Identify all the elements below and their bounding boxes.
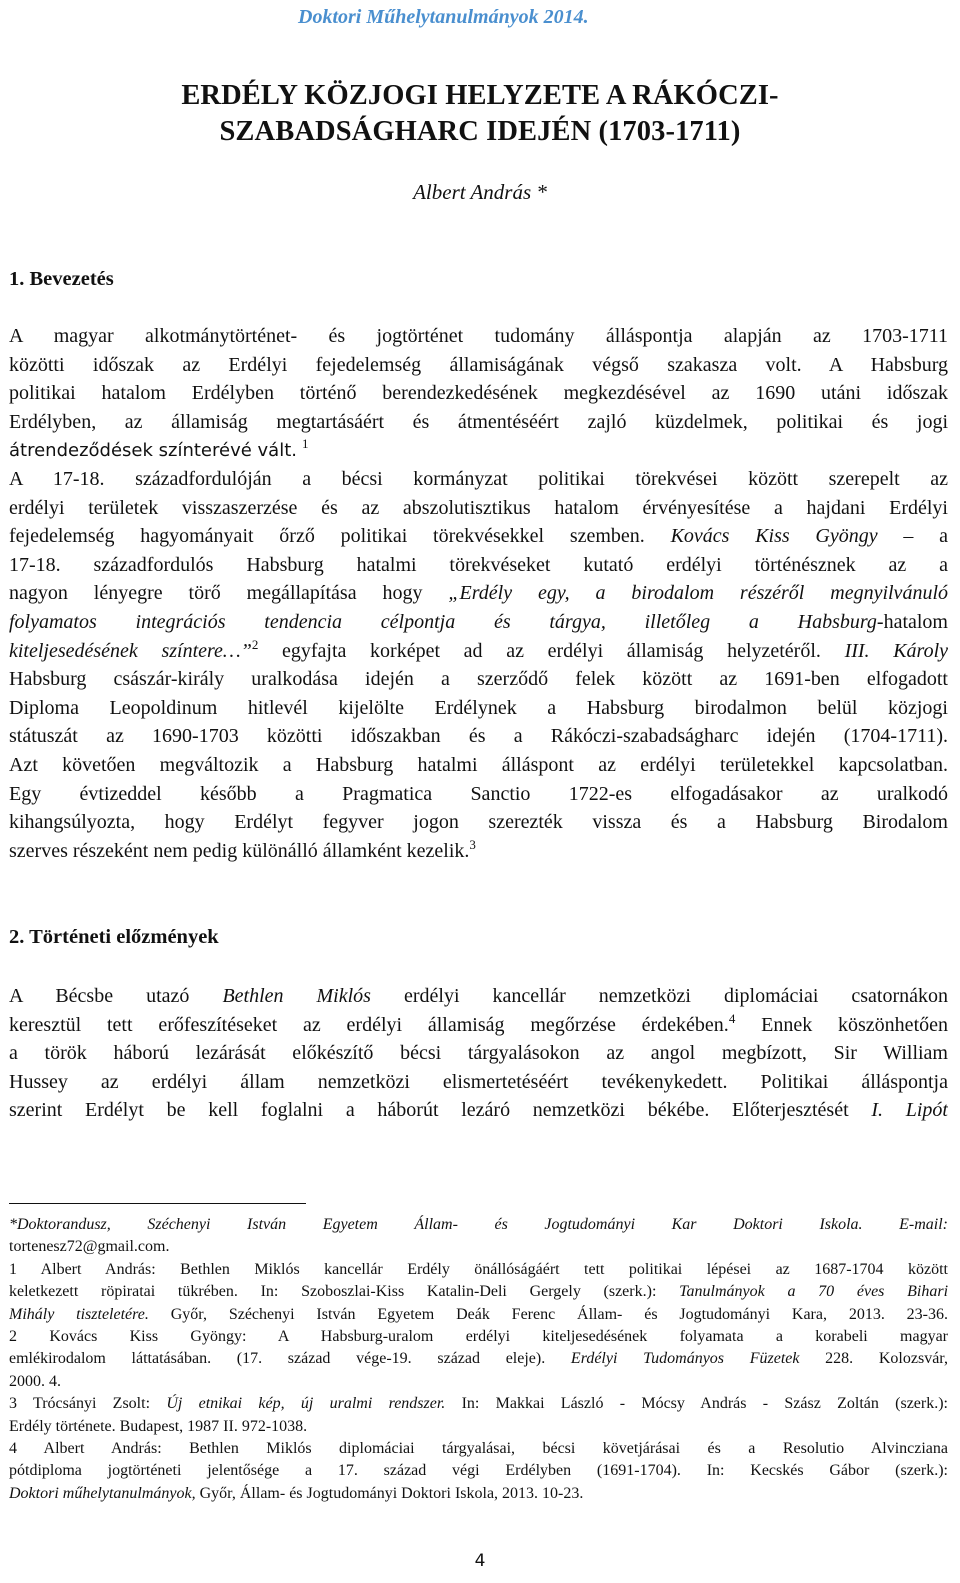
footnote-4-cont: pótdiploma jogtörténeti jelentősége a 17. század végi Erdélyben (1691-1704). In: Kecskés Gábor (szerk.):: [9, 1462, 948, 1480]
footnote-1: 1 Albert András: Bethlen Miklós kancellár Erdély önállóságáért tett politikai lépései az 1687-1704 között: [9, 1260, 948, 1278]
text-line: politikai hatalom Erdélyben történő berendezkedésének megkezdésével az 1690 utáni időszak: [9, 382, 948, 405]
section-heading-1: 1. Bevezetés: [9, 268, 114, 290]
text-line: fejedelemség hagyományait őrző politikai törekvésekkel szemben. Kovács Kiss Gyöngy – a: [9, 525, 948, 548]
text-line: a török háború lezárását előkészítő bécsi tárgyalásokon az angol megbízott, Sir William: [9, 1042, 948, 1065]
text-line: kiteljesedésének színtere…”$^2$ egyfajta korképet ad az erdélyi államiság helyzetéről. III. Károly: [9, 636, 948, 662]
text-line: közötti időszak az Erdélyi fejedelemség államiságának végső szakasza volt. A Habsburg: [9, 353, 948, 376]
text-line: A magyar alkotmánytörténet- és jogtörténet tudomány álláspontja alapján az 1703-1711: [9, 325, 948, 347]
text-line: kihangsúlyozta, hogy Erdélyt fegyver jogon szerezték vissza és a Habsburg Birodalom: [9, 811, 948, 834]
section-heading-2: 2. Történeti előzmények: [9, 926, 219, 948]
text-line: státuszát az 1690-1703 közötti időszakban és a Rákóczi-szabadságharc idején (1704-1711).: [9, 725, 948, 748]
text-line: Azt követően megváltozik a Habsburg hatalmi álláspont az erdélyi területekkel kapcsolatban.: [9, 753, 948, 776]
text-line: nagyon lényegre törő megállapítása hogy „Erdély egy, a birodalom részéről megnyilvánuló: [9, 582, 948, 605]
text-line: Diploma Leopoldinum hitlevél kijelölte Erdélynek a Habsburg birodalmon belül közjogi: [9, 696, 948, 719]
text-line: erdélyi területek visszaszerzése és az abszolutisztikus hatalom érvényesítése a hajdani Erdélyi: [9, 496, 948, 519]
author-name: Albert András *: [413, 180, 547, 204]
footnote-2-cont: 2000. 4.: [9, 1372, 61, 1390]
footnote-author-email[interactable]: tortenesz72@gmail.com.: [9, 1238, 170, 1256]
footnote-4-cont: Doktori műhelytanulmányok, Győr, Állam- és Jogtudományi Doktori Iskola, 2013. 10-23.: [9, 1484, 584, 1502]
text-line: szerves részeként nem pedig különálló államként kezelik.$^3$: [9, 836, 476, 862]
footnote-ref[interactable]: 2: [251, 636, 259, 652]
text-line: 17-18. századfordulós Habsburg hatalmi törekvéseket kutató erdélyi történésznek az a: [9, 553, 948, 576]
footnote-ref[interactable]: 3: [469, 836, 476, 852]
footnote-1-cont: keletkezett röpiratai tükrében. In: Szoboszlai-Kiss Katalin-Deli Gergely (szerk.): Tanulmányok a 70 éves Bihari: [9, 1283, 948, 1301]
title-line-1: ERDÉLY KÖZJOGI HELYZETE A RÁKÓCZI-: [181, 80, 779, 111]
footnote-2: 2 Kovács Kiss Gyöngy: A Habsburg-uralom erdélyi kiteljesedésének folyamata a korabeli magyar: [9, 1327, 948, 1345]
page-number: 4: [474, 1551, 486, 1571]
text-line: folyamatos integrációs tendencia célpontja és tárgya, illetőleg a Habsburg-hatalom: [9, 610, 948, 633]
text-line: A Bécsbe utazó Bethlen Miklós erdélyi kancellár nemzetközi diplomáciai csatornákon: [9, 985, 948, 1007]
text-line: Egy évtizeddel később a Pragmatica Sanctio 1722-es elfogadásakor az uralkodó: [9, 782, 948, 805]
footnote-3: 3 Trócsányi Zsolt: Új etnikai kép, új uralmi rendszer. In: Makkai László - Mócsy András - Szász Zoltán (szerk.):: [9, 1395, 948, 1413]
text-line: szerint Erdélyt be kell foglalni a háborút lezáró nemzetközi békébe. Előterjesztését I. Lipót: [9, 1099, 948, 1122]
text-line: átrendeződések színterévé vált. $^1$: [9, 436, 309, 462]
footnote-ref[interactable]: 4: [728, 1010, 736, 1026]
title-line-2: SZABADSÁGHARC IDEJÉN (1703-1711): [219, 116, 741, 147]
footnotes: [9, 1214, 948, 1505]
text-line: Erdélyben, az államiság megtartásáért és átmentéséért zajló küzdelmek, politikai és jogi: [9, 410, 948, 433]
footnote-author: *Doktorandusz, Széchenyi István Egyetem Állam- és Jogtudományi Kar Doktori Iskola. E-mail:: [9, 1216, 948, 1233]
running-head: Doktori Műhelytanulmányok 2014.: [298, 6, 589, 28]
text-line: Hussey az erdélyi állam nemzetközi elismertetéséért tevékenykedett. Politikai álláspontja: [9, 1070, 948, 1093]
section-1-body: [9, 322, 948, 865]
footnote-separator: [9, 1203, 306, 1204]
section-2-body: [9, 982, 948, 1125]
article-title: [0, 78, 960, 150]
text-line: keresztül tett erőfeszítéseket az erdélyi államiság megőrzése érdekében.$^4$ Ennek köszönhetően: [9, 1010, 948, 1036]
footnote-4: 4 Albert András: Bethlen Miklós diplomáciai tárgyalásai, bécsi követjárásai és a Resolutio Alvincziana: [9, 1439, 948, 1457]
text-line: A 17-18. századfordulóján a bécsi kormányzat politikai törekvései között szerepelt az: [9, 467, 948, 490]
footnote-ref[interactable]: 1: [302, 436, 309, 452]
text-line: Habsburg császár-király uralkodása idején a szerződő felek között az 1691-ben elfogadott: [9, 668, 948, 691]
footnote-1-cont: Mihály tiszteletére. Győr, Széchenyi István Egyetem Deák Ferenc Állam- és Jogtudományi Kara, 2013. 23-36.: [9, 1305, 948, 1323]
footnote-2-cont: emlékirodalom láttatásában. (17. század vége-19. század eleje). Erdélyi Tudományos Füzetek 228. Kolozsvár,: [9, 1350, 948, 1368]
footnote-3-cont: Erdély története. Budapest, 1987 II. 972-1038.: [9, 1417, 308, 1435]
